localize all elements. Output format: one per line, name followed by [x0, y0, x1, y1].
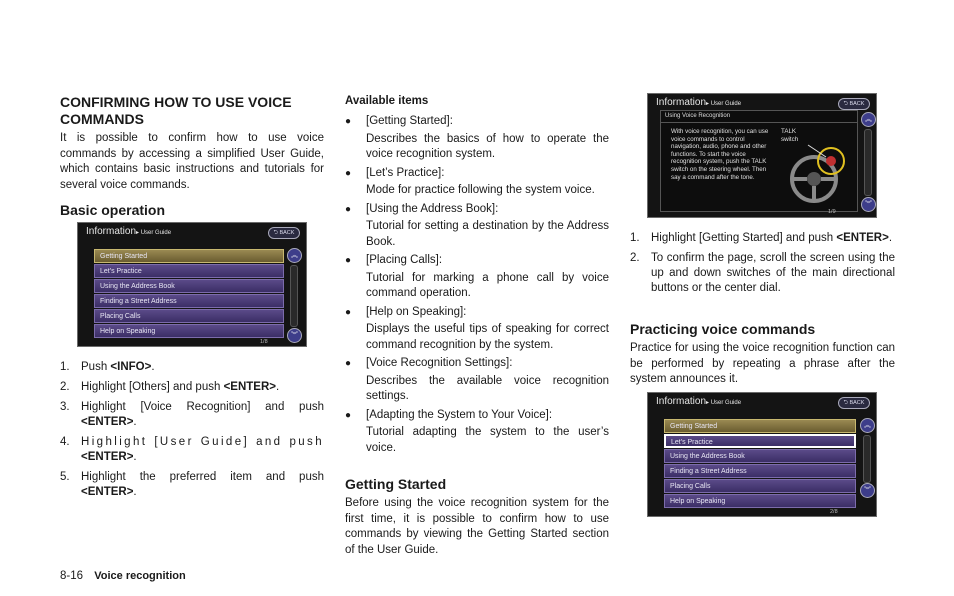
steering-wheel-icon: [786, 141, 854, 203]
page-indicator: 1/8: [260, 339, 268, 345]
scroll-down-icon[interactable]: ︾: [861, 197, 876, 212]
screen-title: Information▸ User Guide: [86, 226, 172, 237]
step-item: 3. Highlight [Voice Recognition] and push <ENTER>.: [60, 401, 324, 428]
available-item: ● [Help on Speaking]: Displays the useful tips of speaking for correct command recognition by the system.: [345, 305, 609, 351]
scroll-down-icon[interactable]: ︾: [860, 483, 875, 498]
scrollbar[interactable]: [863, 435, 871, 483]
page-indicator: 1/9: [828, 209, 836, 215]
page-indicator: 2/8: [830, 509, 838, 515]
menu-item[interactable]: Finding a Street Address: [94, 294, 284, 308]
back-button[interactable]: ⮌ BACK: [268, 227, 300, 239]
menu-item[interactable]: Help on Speaking: [664, 494, 856, 508]
menu-item[interactable]: Placing Calls: [94, 309, 284, 323]
getting-started-steps: [630, 231, 895, 301]
menu-item[interactable]: Let's Practice: [94, 264, 284, 278]
practicing-heading: Practicing voice commands: [630, 321, 816, 337]
step-item: 5. Highlight the preferred item and push <ENTER>.: [60, 471, 324, 498]
back-button[interactable]: ⮌ BACK: [838, 98, 870, 110]
scroll-up-icon[interactable]: ︽: [287, 248, 302, 263]
available-item: ● [Placing Calls]: Tutorial for marking a phone call by voice command operation.: [345, 254, 609, 299]
info-panel: [660, 110, 858, 212]
menu-list: [94, 249, 284, 339]
menu-item[interactable]: Help on Speaking: [94, 324, 284, 338]
practicing-paragraph: Practice for using the voice recognition function can be performed by repeating a phrase after the system announces it.: [630, 342, 895, 385]
scroll-up-icon[interactable]: ︽: [860, 418, 875, 433]
available-items-heading: Available items: [345, 95, 429, 107]
available-items-list: [345, 114, 609, 459]
getting-started-heading: Getting Started: [345, 476, 447, 492]
panel-title: Using Voice Recognition: [665, 113, 731, 119]
menu-item[interactable]: Finding a Street Address: [664, 464, 856, 478]
screen-user-guide-2: [647, 392, 877, 517]
page-footer: [60, 570, 186, 582]
available-item: ● [Getting Started]: Describes the basics of how to operate the voice recognition system.: [345, 115, 609, 160]
available-item: ● [Let’s Practice]: Mode for practice following the system voice.: [345, 166, 595, 196]
page-number: 8-16: [60, 570, 84, 582]
step-item: 1. Highlight [Getting Started] and push <ENTER>.: [630, 232, 893, 244]
available-item: ● [Using the Address Book]: Tutorial for setting a destination by the Address Book.: [345, 202, 609, 248]
info-body-text: With voice recognition, you can use voice commands to control navigation, audio, phone and other functions. To start the voice recognition system, push the TALK switch on the steering wheel. Then say a command after the tone.: [671, 128, 769, 181]
back-button[interactable]: ⮌ BACK: [838, 397, 870, 409]
available-item: ● [Voice Recognition Settings]: Describes the available voice recognition settings.: [345, 357, 609, 402]
screen-title: Information▸ User Guide: [656, 396, 742, 407]
screen-title: Information▸ User Guide: [656, 97, 742, 108]
screen-user-guide-1: [77, 222, 307, 347]
menu-item[interactable]: Getting Started: [664, 419, 856, 433]
scrollbar[interactable]: [864, 129, 872, 196]
menu-item[interactable]: Using the Address Book: [664, 449, 856, 463]
menu-item-highlighted[interactable]: Let's Practice: [664, 434, 856, 448]
menu-list: [664, 419, 856, 509]
step-item: 2. Highlight [Others] and push <ENTER>.: [60, 381, 280, 393]
step-item: 4. Highlight [User Guide] and push <ENTER>.: [60, 436, 324, 463]
scroll-up-icon[interactable]: ︽: [861, 112, 876, 127]
menu-item[interactable]: Getting Started: [94, 249, 284, 263]
screen-using-voice-recognition: [647, 93, 877, 218]
step-item: 1. Push <INFO>.: [60, 361, 155, 373]
menu-item[interactable]: Placing Calls: [664, 479, 856, 493]
scrollbar[interactable]: [290, 265, 298, 327]
getting-started-paragraph: Before using the voice recognition system for the first time, it is possible to confirm how to use commands by viewing the Getting Started section of the User Guide.: [345, 497, 609, 556]
section-name: Voice recognition: [94, 570, 186, 582]
menu-item[interactable]: Using the Address Book: [94, 279, 284, 293]
section-heading: CONFIRMING HOW TO USE VOICE COMMANDS: [60, 94, 292, 127]
basic-operation-heading: Basic operation: [60, 202, 166, 218]
basic-operation-steps: [60, 360, 324, 505]
intro-paragraph: It is possible to confirm how to use voice commands by accessing a simplified User Guide, which contains basic instructions and tutorials for several voice commands.: [60, 132, 324, 191]
step-item: 2. To confirm the page, scroll the screen using the up and down switches of the main directional buttons or the center dial.: [630, 252, 895, 294]
available-item: ● [Adapting the System to Your Voice]: Tutorial adapting the system to the user’s voice.: [345, 408, 609, 454]
talk-switch-label: TALK switch: [781, 128, 799, 143]
scroll-down-icon[interactable]: ︾: [287, 328, 302, 343]
